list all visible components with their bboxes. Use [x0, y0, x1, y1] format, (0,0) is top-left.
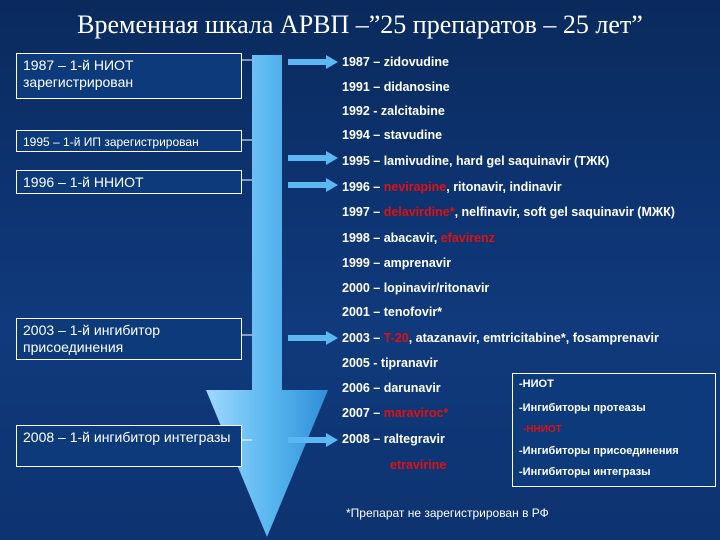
event-2007-entry-drug: maraviroc* [383, 406, 449, 420]
legend-integrase-inhibitors: -Ингибиторы интегразы [519, 466, 651, 478]
event-1994: 1994 – stavudine [342, 128, 443, 142]
pointer-arrow-1987 [288, 55, 338, 69]
event-1996-rest: , ritonavir, indinavir [446, 180, 562, 194]
milestone-2008-integrase-inhibitor: 2008 – 1-й ингибитор интегразы [16, 425, 242, 467]
event-2007 [342, 406, 448, 421]
milestone-1995-pi: 1995 – 1-й ИП зарегистрирован [16, 130, 242, 152]
legend-entry-inhibitors: -Ингибиторы присоединения [519, 445, 679, 457]
pointer-arrow-1995 [288, 151, 338, 165]
event-1998 [342, 231, 495, 246]
event-2003-entry-drug: T-20 [383, 331, 409, 345]
event-1997-rest: , nelfinavir, soft gel saquinavir (МЖК) [454, 205, 675, 219]
legend-nrti: -НИОТ [519, 378, 554, 390]
event-2008: 2008 – raltegravir [342, 432, 445, 446]
legend-protease-inhibitors: -Ингибиторы протеазы [519, 402, 646, 414]
drug-class-legend [512, 373, 716, 487]
event-1997-nnrti-drug: delavirdine* [383, 205, 455, 219]
event-1998-main: 1998 – abacavir, [342, 231, 441, 245]
event-2003-year: 2003 – [342, 331, 384, 345]
event-2001: 2001 – tenofovir* [342, 305, 443, 319]
milestone-1996-nnrti: 1996 – 1-й ННИОТ [16, 170, 242, 194]
event-1995: 1995 – lamivudine, hard gel saquinavir (ТЖК) [342, 154, 610, 168]
event-1997 [342, 205, 675, 220]
event-2003 [342, 331, 659, 346]
legend-nnrti: -ННИОТ [523, 424, 562, 435]
event-1996 [342, 180, 562, 195]
event-2000: 2000 – lopinavir/ritonavir [342, 281, 490, 295]
event-1996-nnrti-drug: nevirapine [383, 180, 447, 194]
milestone-1987-nrti: 1987 – 1-й НИОТ зарегистрирован [16, 53, 242, 99]
event-1991: 1991 – didanosine [342, 80, 450, 94]
event-2003-rest: , atazanavir, emtricitabine*, fosamprenavir [408, 331, 659, 345]
event-2006: 2006 – darunavir [342, 381, 441, 395]
event-1996-year: 1996 – [342, 180, 384, 194]
event-2007-year: 2007 – [342, 406, 384, 420]
milestone-2003-entry-inhibitor: 2003 – 1-й ингибитор присоединения [16, 318, 242, 360]
pointer-arrow-2003 [288, 331, 338, 345]
event-1987: 1987 – zidovudine [342, 55, 449, 69]
footnote: *Препарат не зарегистрирован в РФ [346, 506, 549, 520]
event-1999: 1999 – amprenavir [342, 256, 452, 270]
slide-title: Временная шкала АРВП –”25 препаратов – 25 лет” [77, 10, 643, 39]
event-2005: 2005 - tipranavir [342, 356, 438, 370]
event-2008-etravirine [390, 458, 446, 473]
event-1998-nnrti-drug: efavirenz [440, 231, 495, 245]
pointer-arrow-1996 [288, 178, 338, 192]
event-2008-nnrti-drug: etravirine [390, 458, 447, 472]
event-1992: 1992 - zalcitabine [342, 104, 445, 118]
event-1997-year: 1997 – [342, 205, 384, 219]
